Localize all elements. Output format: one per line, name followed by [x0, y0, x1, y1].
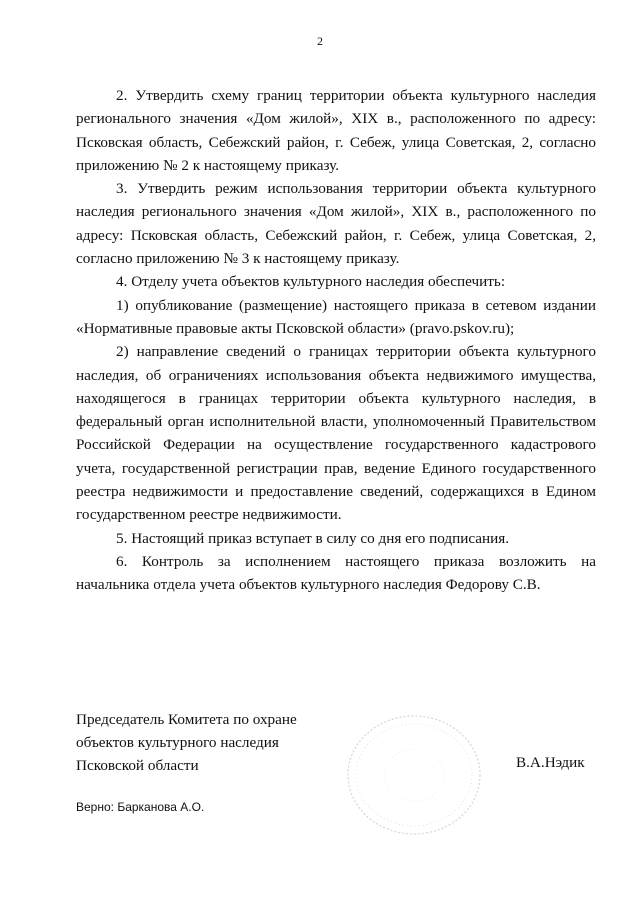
signatory-position-line: Псковской области [76, 757, 199, 774]
paragraph-3-approve-regime: 3. Утвердить режим использования территории объекта культурного наследия регионального значения «Дом жилой», XIX в., расположенного по адресу: Псковская область, Себежский район, г. Себеж, улица Советская, 2, согласно приложению № 3 к настоящему приказу. [76, 180, 596, 268]
paragraph-4-2-send-information: 2) направление сведений о границах территории объекта культурного наследия, об ограничениях использования объекта недвижимого имущества, находящегося в границах территории объекта культурного наследия, в федеральный орган исполнительной власти, уполномоченный Правительством Российской Федерации на осуществление государственного кадастрового учета, государственной регистрации прав, ведение Единого государственного реестра недвижимости и предоставление сведений, содержащихся в Едином государственном реестре недвижимости. [76, 343, 596, 524]
page-number: 2 [317, 34, 323, 48]
paragraph-6-control: 6. Контроль за исполнением настоящего приказа возложить на начальника отдела учета объектов культурного наследия Федорову С.В. [76, 552, 596, 594]
verification-note: Верно: Барканова А.О. [76, 800, 205, 814]
signatory-position-line: объектов культурного наследия [76, 734, 279, 751]
signatory-name: В.А.Нэдик [516, 754, 585, 771]
signatory-position-line: Председатель Комитета по охране [76, 711, 297, 728]
document-body [76, 84, 596, 597]
official-seal [344, 712, 484, 838]
paragraph-2-approve-boundaries: 2. Утвердить схему границ территории объекта культурного наследия регионального значения «Дом жилой», XIX в., расположенного по адресу: Псковская область, Себежский район, г. Себеж, улица Советская, 2, согласно приложению № 2 к настоящему приказу. [76, 87, 596, 174]
signatory-position [76, 708, 297, 777]
paragraph-5-entry-into-force: 5. Настоящий приказ вступает в силу со дня его подписания. [116, 529, 510, 547]
paragraph-4-1-publication: 1) опубликование (размещение) настоящего приказа в сетевом издании «Нормативные правовые акты Псковской области» (pravo.pskov.ru); [76, 296, 596, 337]
paragraph-4-department-tasks: 4. Отделу учета объектов культурного наследия обеспечить: [116, 273, 506, 291]
